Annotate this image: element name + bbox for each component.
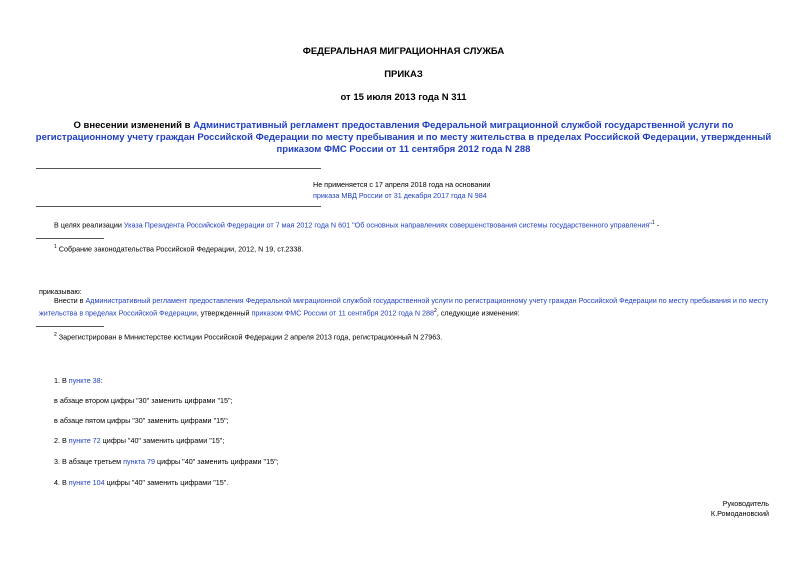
list-item-link[interactable]: пункте 38 — [68, 376, 101, 385]
list-item — [54, 478, 228, 488]
main-clause-link-regulation[interactable]: Административный регламент предоставления Федеральной миграционной службой государственной услуги по регистрационному учету граждан Российской Федерации по месту пребывания и по месту жительства в пределах Российской Федерации — [39, 296, 769, 318]
footnote-2 — [54, 330, 442, 342]
order-word: приказываю: — [39, 287, 82, 296]
list-item-suffix: цифры "40" заменить цифрами "15"; — [154, 457, 279, 466]
footnote-ref-1[interactable]: 1 — [651, 220, 655, 226]
document-title — [30, 120, 777, 156]
list-item — [54, 376, 103, 386]
footnote-text-2: Зарегистрирован в Министерстве юстиции Российской Федерации 2 апреля 2013 года, регистрационный N 27963. — [56, 332, 443, 342]
list-item-link[interactable]: пункта 79 — [123, 457, 155, 466]
list-item-prefix: 3. В абзаце третьем — [54, 457, 124, 466]
list-item — [54, 416, 229, 426]
footnote-mark-1: 1 — [54, 244, 57, 250]
main-clause-middle: , утвержденный — [196, 308, 252, 318]
status-note-link[interactable]: приказа МВД России от 31 декабря 2017 года N 984 — [313, 191, 487, 200]
main-clause — [39, 296, 777, 318]
main-clause-link-order[interactable]: приказом ФМС России от 11 сентября 2012 года N 288 — [251, 308, 435, 318]
signature-name: К.Ромодановский — [710, 509, 769, 518]
list-item-suffix: цифры "40" заменить цифрами "15". — [104, 478, 229, 487]
list-item — [54, 396, 233, 406]
preamble-suffix: - — [654, 220, 660, 230]
document-type: ПРИКАЗ — [384, 69, 423, 80]
main-clause-prefix: Внести в — [54, 296, 86, 305]
title-link-regulation[interactable]: Административный регламент предоставления Федеральной миграционной службой государственной услуги по регистрационному учету граждан Российской Федерации по месту пребывания и по месту жительства в пределах Российской Федерации, утвержденный приказом ФМС России от 11 сентября 2012 года N 288 — [35, 120, 772, 155]
preamble — [54, 218, 659, 230]
main-clause-suffix: , следующие изменения: — [436, 308, 520, 318]
list-item — [54, 457, 279, 467]
footnote-1 — [54, 242, 303, 254]
agency-name: ФЕДЕРАЛЬНАЯ МИГРАЦИОННАЯ СЛУЖБА — [302, 46, 505, 57]
title-prefix: О внесении изменений в — [73, 120, 194, 131]
preamble-link-decree[interactable]: Указа Президента Российской Федерации от 7 мая 2012 года N 601 "Об основных направлениях совершенствования системы государственного управления" — [123, 220, 652, 230]
list-item-suffix: : — [100, 376, 103, 385]
list-item-prefix: 4. В — [54, 478, 69, 487]
list-item-prefix: 1. В — [54, 376, 69, 385]
divider-top — [36, 168, 321, 169]
status-note-line: Не применяется с 17 апреля 2018 года на основании — [313, 180, 491, 189]
footnote-divider-2 — [36, 326, 104, 327]
list-item-prefix: в абзаце пятом цифры "30" заменить цифрами "15"; — [54, 416, 229, 425]
document-date: от 15 июля 2013 года N 311 — [340, 92, 467, 103]
footnote-mark-2: 2 — [54, 332, 57, 338]
list-item-suffix: цифры "40" заменить цифрами "15"; — [100, 436, 225, 445]
list-item-prefix: в абзаце втором цифры "30" заменить цифрами "15"; — [54, 396, 233, 405]
list-item-link[interactable]: пункте 104 — [68, 478, 105, 487]
signature-role: Руководитель — [722, 499, 769, 508]
footnote-text-1: Собрание законодательства Российской Федерации, 2012, N 19, ст.2338. — [56, 244, 304, 254]
divider-status — [36, 206, 321, 207]
list-item — [54, 436, 224, 446]
footnote-ref-2[interactable]: 2 — [434, 308, 437, 314]
preamble-prefix: В целях реализации — [54, 220, 124, 230]
footnote-divider-1 — [36, 238, 104, 239]
list-item-link[interactable]: пункте 72 — [68, 436, 101, 445]
list-item-prefix: 2. В — [54, 436, 69, 445]
